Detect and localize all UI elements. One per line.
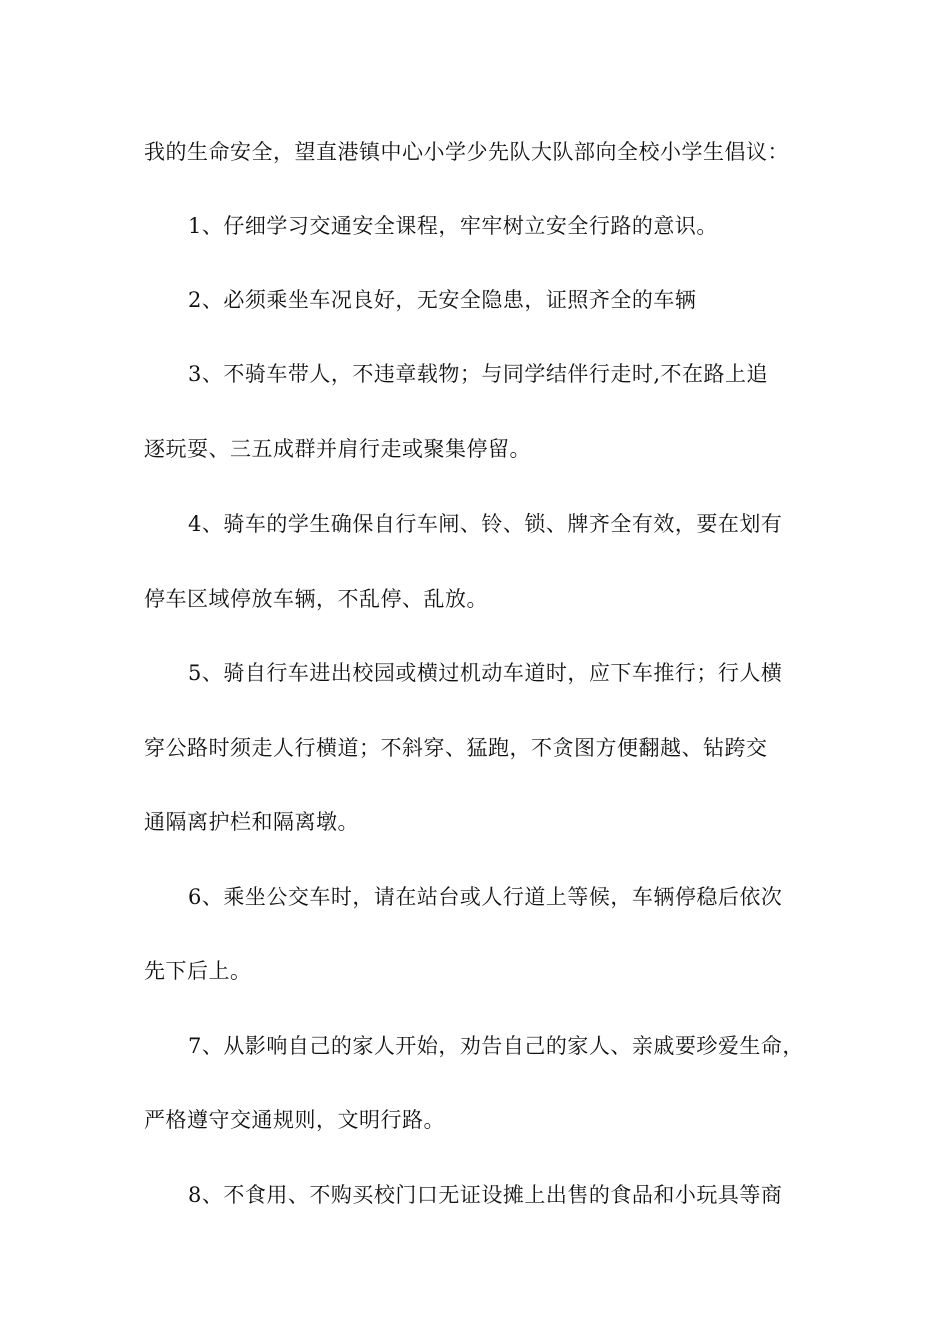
item-6-line-1: 6、乘坐公交车时，请在站台或人行道上等候，车辆停稳后依次 — [188, 885, 783, 909]
item-7-line-1: 7、从影响自己的家人开始，劝告自己的家人、亲戚要珍爱生命， — [188, 1034, 804, 1058]
item-5-line-2: 穿公路时须走人行横道；不斜穿、猛跑，不贪图方便翻越、钻跨交 — [144, 736, 768, 760]
item-4-line-1: 4、骑车的学生确保自行车闸、铃、锁、牌齐全有效，要在划有 — [188, 512, 783, 536]
paragraph-line-intro: 我的生命安全，望直港镇中心小学少先队大队部向全校小学生倡议： — [144, 140, 789, 164]
item-7-line-2: 严格遵守交通规则，文明行路。 — [144, 1108, 445, 1132]
item-2-line: 2、必须乘坐车况良好，无安全隐患，证照齐全的车辆 — [188, 288, 697, 312]
item-8-line-1: 8、不食用、不购买校门口无证设摊上出售的食品和小玩具等商 — [188, 1183, 783, 1207]
item-5-line-1: 5、骑自行车进出校园或横过机动车道时，应下车推行；行人横 — [188, 661, 783, 685]
item-1-line: 1、仔细学习交通安全课程，牢牢树立安全行路的意识。 — [188, 214, 718, 238]
item-6-line-2: 先下后上。 — [144, 959, 252, 983]
item-3-line-2: 逐玩耍、三五成群并肩行走或聚集停留。 — [144, 437, 531, 461]
item-5-line-3: 通隔离护栏和隔离墩。 — [144, 810, 359, 834]
item-3-line-1: 3、不骑车带人，不违章载物；与同学结伴行走时,不在路上追 — [188, 362, 769, 386]
item-4-line-2: 停车区域停放车辆，不乱停、乱放。 — [144, 587, 488, 611]
